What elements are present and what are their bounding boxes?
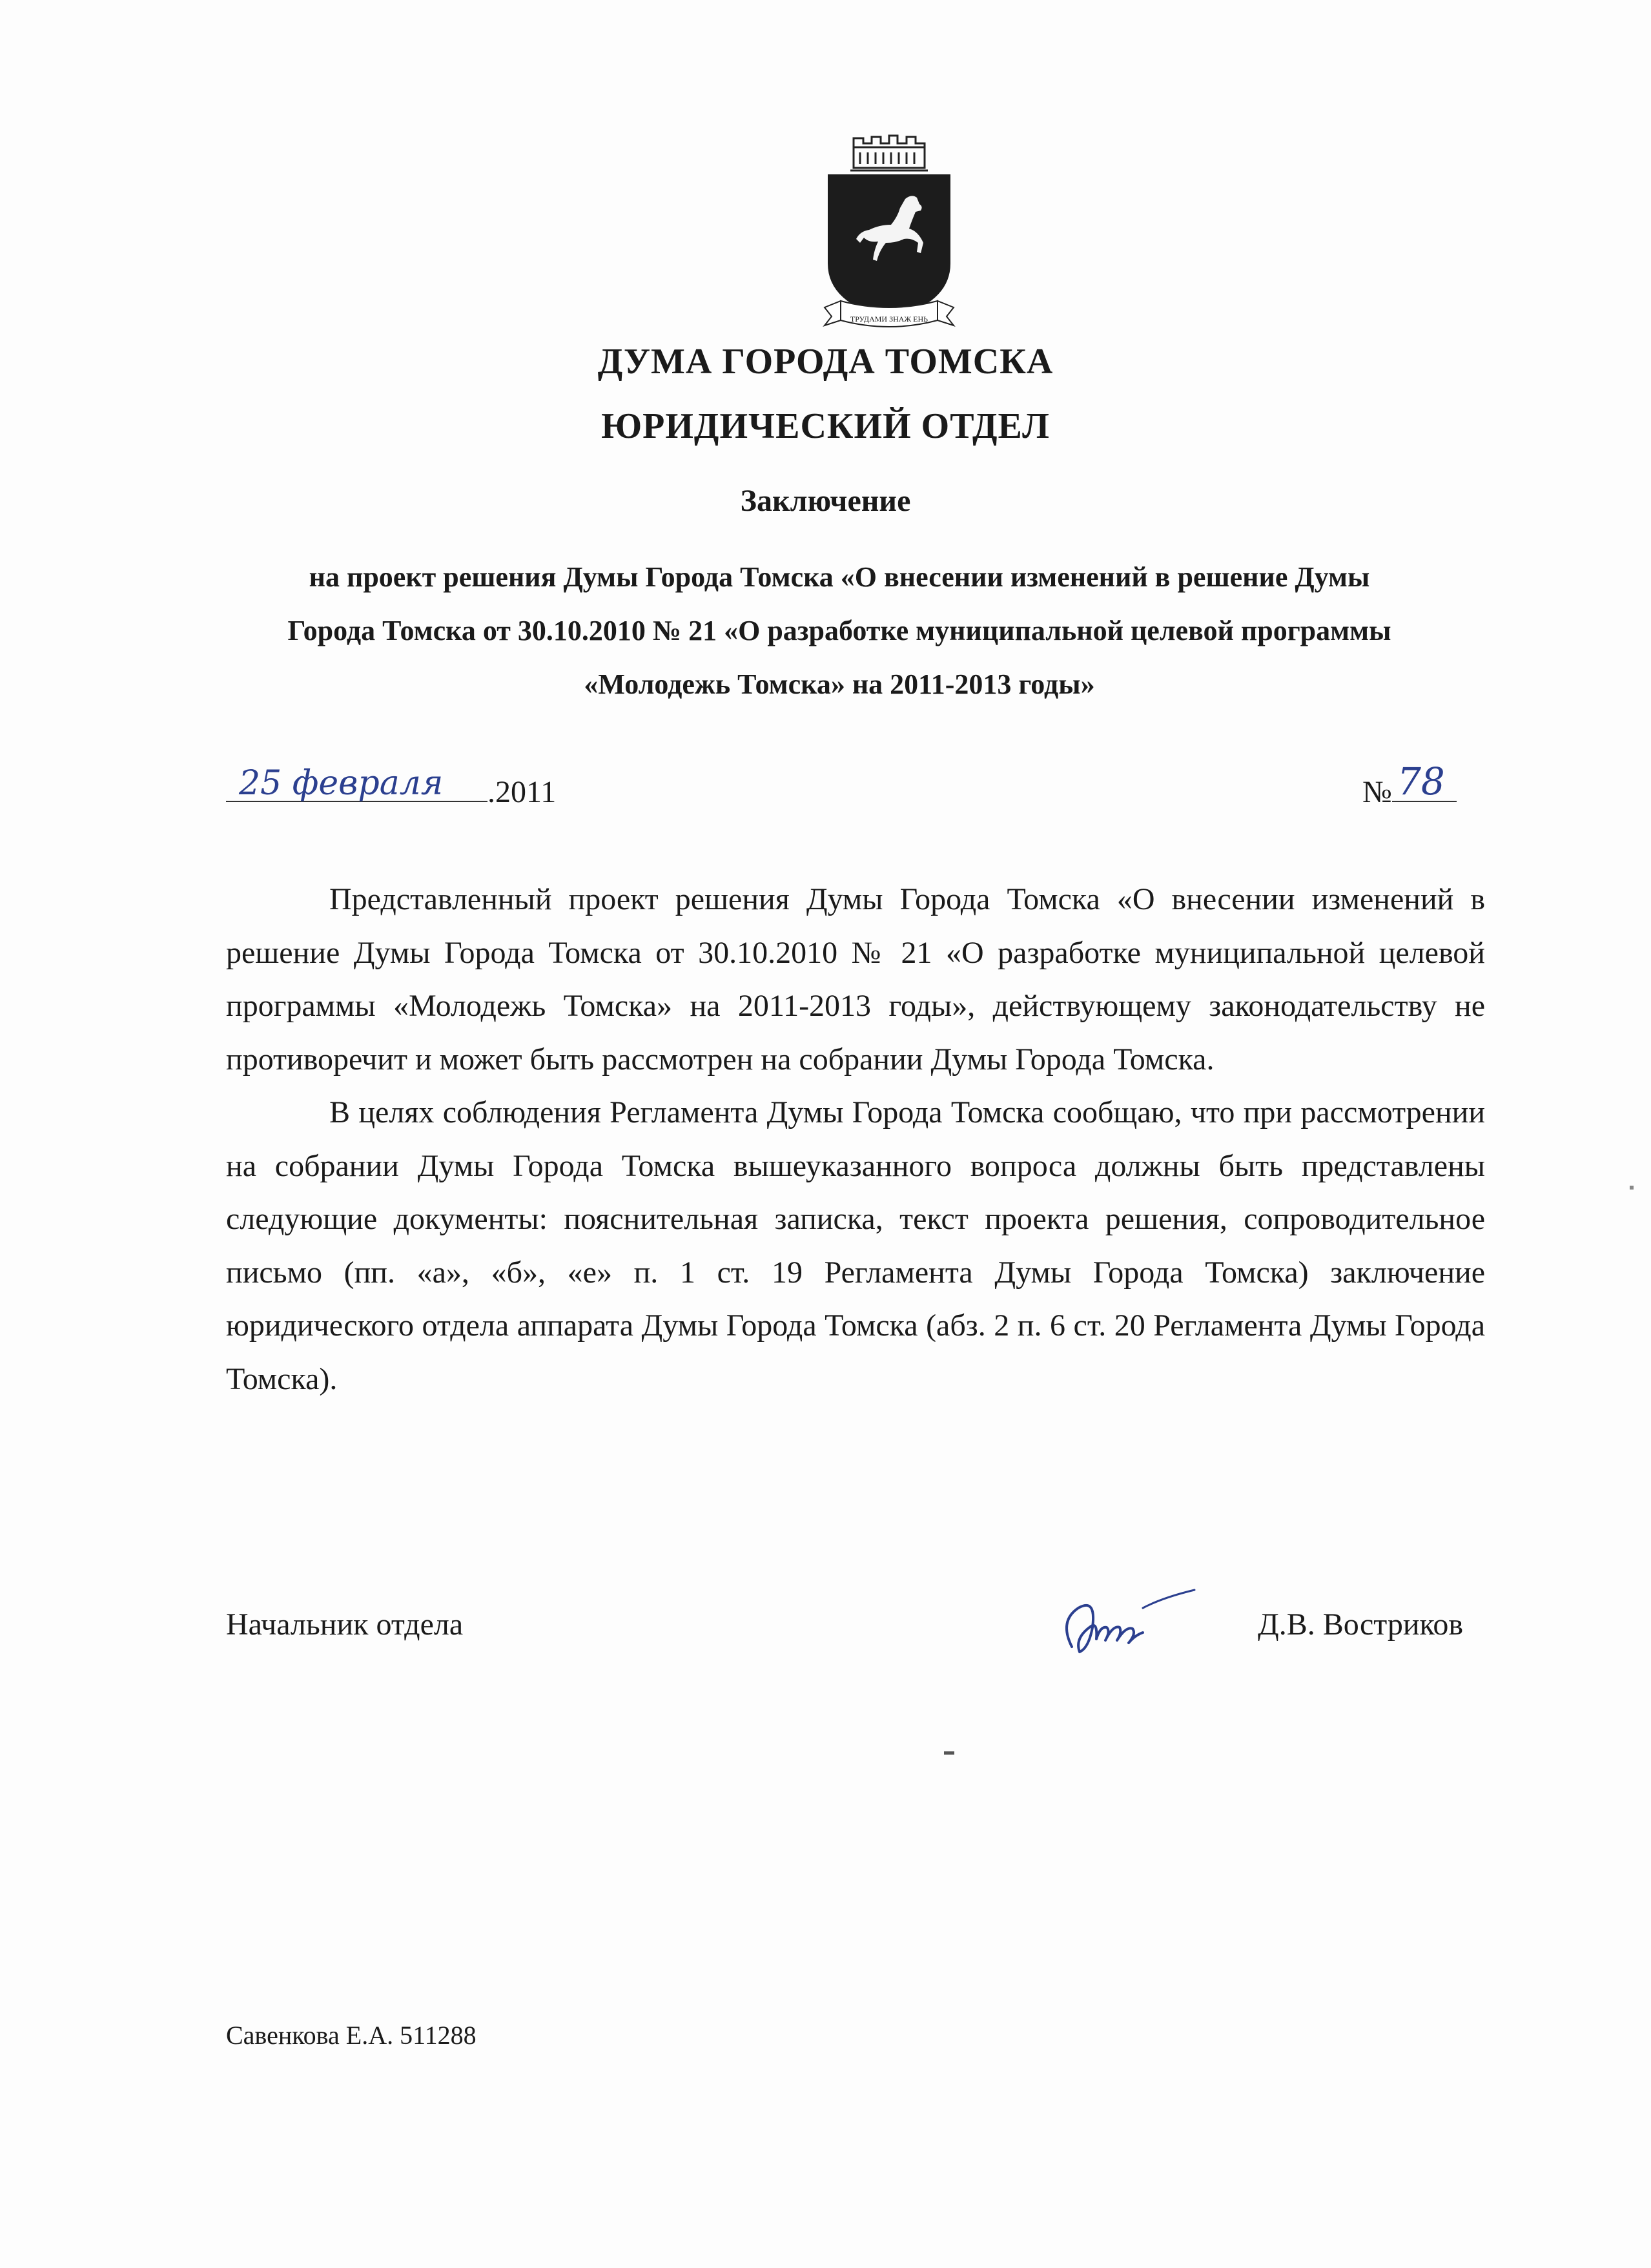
signer-name: Д.В. Востриков [1258,1607,1464,1642]
department-name: ЮРИДИЧЕСКИЙ ОТДЕЛ [601,406,1050,446]
scan-speck [944,1751,954,1755]
emblem-motto: ТРУДАМИ ЗНАЖ ЕНЬ [850,314,928,324]
body-paragraph-2: В целях соблюдения Регламента Думы Города Томска сообщаю, что при рассмотрении на собрании Думы Города Томска вышеуказанного вопроса должны быть представлены следующие документы: пояснительная записка, текст проекта решения, сопроводительное письмо (пп. «а», «б», «е» п. 1 ст. 19 Регламента Думы Города Томска) заключение юридического отдела аппарата Думы Города Томска (абз. 2 п. 6 ст. 20 Регламента Думы Города Томска). [226,1095,1485,1396]
date-year: .2011 [487,775,557,809]
signer-title: Начальник отдела [226,1607,464,1642]
document-number [1362,759,1457,810]
handwritten-date-text: 25 февраля [239,764,444,803]
handwritten-signature-icon [1046,1576,1214,1673]
number-label: № [1362,775,1392,809]
subject-line-2: Города Томска от 30.10.2010 № 21 «О разработке муниципальной целевой программы [287,615,1391,646]
subject-line-1: на проект решения Думы Города Томска «О внесении изменений в решение Думы [309,561,1370,593]
document-date [226,763,556,810]
handwritten-date [226,763,487,802]
document-body [226,873,1485,1406]
scan-speck [1630,1186,1634,1190]
handwritten-number-text: 78 [1397,759,1445,803]
handwritten-number [1392,759,1457,803]
body-paragraph-1: Представленный проект решения Думы Города Томска «О внесении изменений в решение Думы Города Томска от 30.10.2010 № 21 «О разработке муниципальной целевой программы «Молодежь Томска» на 2011-2013 годы», действующему законодательству не противоречит и может быть рассмотрен на собрании Думы Города Томска. [226,882,1485,1077]
document-subject [194,550,1485,711]
subject-line-3: «Молодежь Томска» на 2011-2013 годы» [584,668,1095,700]
executor-contact: Савенкова Е.А. 511288 [226,2021,477,2050]
document-type-title: Заключение [740,484,911,518]
organization-name: ДУМА ГОРОДА ТОМСКА [597,342,1054,382]
city-coat-of-arms-icon [815,134,963,347]
